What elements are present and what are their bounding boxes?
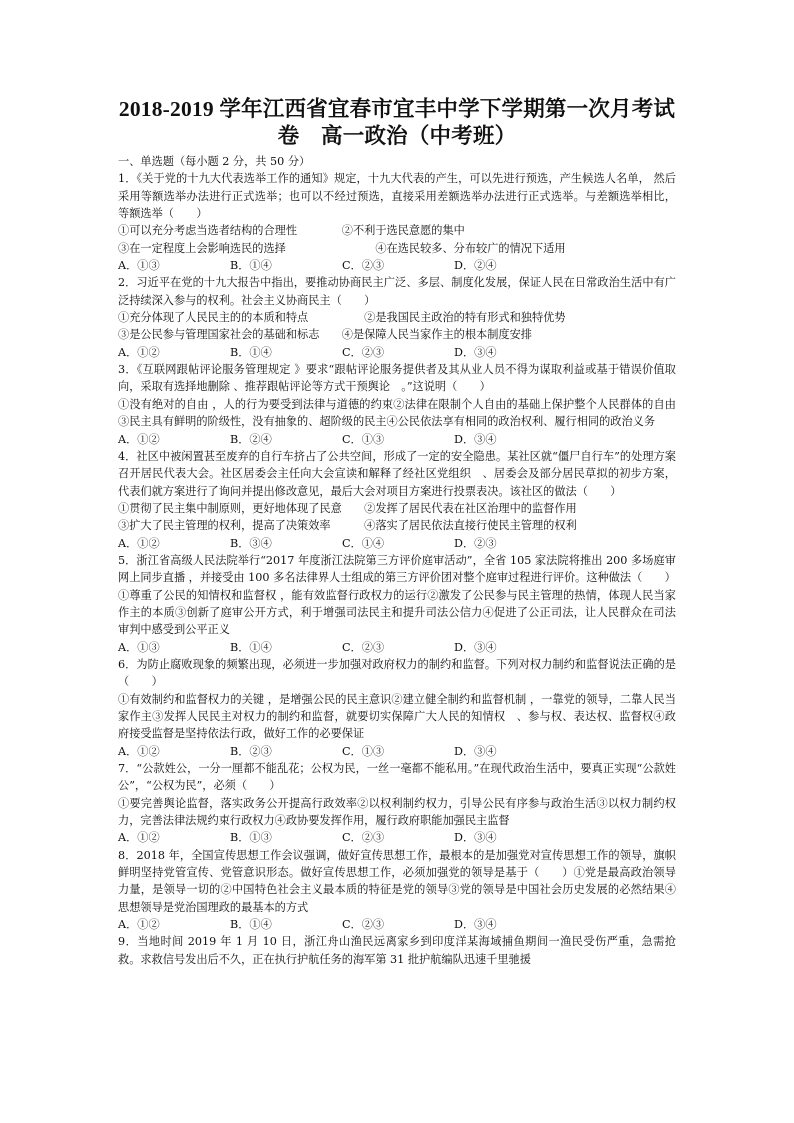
option-line: ①充分体现了人民民主的的本质和特点 ②是我国民主政治的特有形式和独特优势 <box>118 311 566 325</box>
option-line: ③扩大了民主管理的权利，提高了决策效率 ④落实了居民依法直接行使民主管理的权利 <box>118 519 577 533</box>
answer-choice-d: D．③④ <box>454 918 497 932</box>
answer-choice-a: A．①③ <box>118 259 160 273</box>
answer-choice-a: A．①③ <box>118 640 160 654</box>
answer-choices <box>118 639 676 656</box>
question-2 <box>118 274 676 361</box>
option-line: ③是公民参与管理国家社会的基础和标志 ④是保障人民当家作主的根本制度安排 <box>118 328 532 342</box>
answer-choices <box>118 535 676 552</box>
answer-choice-c: C．①④ <box>342 536 385 550</box>
question-stem: 9．当地时间 2019 年 1 月 10 日，浙江舟山渔民远离家乡到印度洋某海域捕鱼期间一渔民受伤严重，急需抢救。求救信号发出后不久，正在执行护航任务的海军第 31 批护航编队迅速千里驰援 <box>118 935 676 966</box>
option-line: ③在一定程度上会影响选民的选择 ④在选民较多、分布较广的情况下适用 <box>118 241 566 255</box>
answer-choice-b: B．②③ <box>230 744 272 758</box>
question-8 <box>118 847 676 934</box>
answer-choice-d: D．③④ <box>454 744 497 758</box>
question-1 <box>118 170 676 274</box>
answer-choice-b: B．②④ <box>230 432 272 446</box>
answer-choice-b: B．③④ <box>230 536 272 550</box>
answer-choice-d: D．③④ <box>454 345 497 359</box>
question-7 <box>118 760 676 847</box>
answer-choices <box>118 344 676 361</box>
answer-choice-a: A．①② <box>118 345 160 359</box>
question-6 <box>118 656 676 760</box>
option-paragraph: ①有效制约和监督权力的关键 ，是增强公民的民主意识②建立健全制约和监督机制 ，一靠党的领导，二靠人民当家作主③发挥人民民主对权力的制约和监督，就要切实保障广大人民的知情权 、参与权、表达权、监督权④政府接受监督是坚持依法行政，做好工作的必要保证 <box>118 692 676 741</box>
answer-choice-c: C．②③ <box>342 640 385 654</box>
answer-choice-c: C．①③ <box>342 432 385 446</box>
answer-choice-d: D．③④ <box>454 640 497 654</box>
question-stem: 4．社区中被闲置甚至废弃的自行车挤占了公共空间，形成了一定的安全隐患。某社区就“僵尸自行车”的处理方案召开居民代表大会。社区居委会主任向大会宣读和解释了经社区党组织 、居委会及部分居民草拟的初步方案，代表们就方案进行了询问并提出修改意见，最后大会对项目方案进行投票表决。该社区的做法（ ） <box>118 449 676 498</box>
question-9 <box>118 933 676 968</box>
answer-choice-c: C．②③ <box>342 831 385 845</box>
answer-choices <box>118 743 676 760</box>
exam-title-line-1: 2018-2019 学年江西省宜春市宜丰中学下学期第一次月考试 <box>118 97 676 121</box>
answer-choice-c: C．②③ <box>342 259 385 273</box>
exam-title <box>118 96 676 150</box>
question-5 <box>118 552 676 656</box>
answer-choice-a: A．①② <box>118 536 160 550</box>
answer-choices <box>118 916 676 933</box>
answer-choice-d: D．③④ <box>454 432 497 446</box>
section-heading: 一、单选题（每小题 2 分，共 50 分） <box>118 155 311 168</box>
question-3 <box>118 361 676 448</box>
answer-choice-d: D．②④ <box>454 259 497 273</box>
answer-choice-d: D．②③ <box>454 536 497 550</box>
option-paragraph: ①没有绝对的自由 ，人的行为要受到法律与道德的约束②法律在限制个人自由的基础上保护整个人民群体的自由③民主具有鲜明的阶级性，没有抽象的、超阶级的民主④公民依法享有相同的政治权利、履行相同的政治义务 <box>118 397 676 429</box>
answer-choice-c: C．②③ <box>342 345 385 359</box>
answer-choice-c: C．②③ <box>342 918 385 932</box>
answer-choice-b: B．①④ <box>230 918 272 932</box>
question-stem: 1．《关于党的十九大代表选举工作的通知》规定，十九大代表的产生，可以先进行预选，产生候选人名单， 然后采用等额选举办法进行正式选举；也可以不经过预选，直接采用差额选举办法进行正式选举。与差额选举相比，等额选举（ ） <box>118 172 676 221</box>
option-paragraph: ①要完善舆论监督，落实政务公开提高行政效率②以权利制约权力，引导公民有序参与政治生活③以权力制约权力，完善法律法规约束行政权力④政协要发挥作用，履行政府职能加强民主监督 <box>118 796 676 828</box>
option-line: ①可以充分考虑当选者结构的合理性 ②不利于选民意愿的集中 <box>118 224 465 238</box>
answer-choice-a: A．①② <box>118 744 160 758</box>
answer-choices <box>118 829 676 846</box>
answer-choices <box>118 431 676 448</box>
question-stem: 5．浙江省高级人民法院举行“2017 年度浙江法院第三方评价庭审活动”，全省 105 家法院将推出 200 多场庭审网上同步直播 ，并接受由 100 多名法律界人士组成的第三方评价团对整个庭审过程进行评价。这种做法（ ） <box>118 553 676 585</box>
question-4 <box>118 448 676 552</box>
answer-choice-b: B．①④ <box>230 640 272 654</box>
answer-choice-b: B．①④ <box>230 345 272 359</box>
answer-choice-c: C．①③ <box>342 744 385 758</box>
question-stem: 3．《互联网跟帖评论服务管理规定 》要求“跟帖评论服务提供者及其从业人员不得为谋取利益或基于错误价值取向，采取有选择地删除 、推荐跟帖评论等方式干预舆论 。”这说明（ ） <box>118 363 676 394</box>
answer-choice-b: B．①③ <box>230 831 272 845</box>
answer-choices <box>118 257 676 274</box>
answer-choice-a: A．①② <box>118 432 160 446</box>
exam-content <box>118 153 676 968</box>
answer-choice-a: A．①② <box>118 918 160 932</box>
answer-choice-b: B．①④ <box>230 259 272 273</box>
question-stem: 2．习近平在党的十九大报告中指出，要推动协商民主广泛、多层、制度化发展，保证人民在日常政治生活中有广泛持续深入参与的权利。社会主义协商民主（ ） <box>118 276 676 307</box>
question-stem: 7．“公款姓公，一分一厘都不能乱花；公权为民，一丝一毫都不能私用。”在现代政治生活中，要真正实现“公款姓公”，“公权为民”，必须（ ） <box>118 762 676 793</box>
option-line: ①贯彻了民主集中制原则，更好地体现了民意 ②发挥了居民代表在社区治理中的监督作用 <box>118 501 577 515</box>
option-paragraph: ①尊重了公民的知情权和监督权 ，能有效监督行政权力的运行②激发了公民参与民主管理的热情，体现人民当家作主的本质③创新了庭审公开方式，利于增强司法民主和提升司法公信力④促进了公正司法，让人民群众在司法审判中感受到公平正义 <box>118 588 676 637</box>
question-stem: 6．为防止腐败现象的频繁出现，必须进一步加强对政府权力的制约和监督。下列对权力制约和监督说法正确的是（ ） <box>118 657 676 689</box>
question-stem: 8．2018 年，全国宣传思想工作会议强调，做好宣传思想工作，最根本的是加强党对宣传思想工作的领导，旗帜鲜明坚持党管宣传、党管意识形态。做好宣传思想工作，必须加强党的领导是基于（ ）①党是最高政治领导力量，是领导一切的②中国特色社会主义最本质的特征是党的领导③党的领导是中国社会历史发展的必然结果④思想领导是党治国理政的最基本的方式 <box>118 848 676 914</box>
answer-choice-a: A．①② <box>118 831 160 845</box>
answer-choice-d: D．③④ <box>454 831 497 845</box>
exam-title-line-2: 卷 高一政治（中考班） <box>277 124 517 148</box>
